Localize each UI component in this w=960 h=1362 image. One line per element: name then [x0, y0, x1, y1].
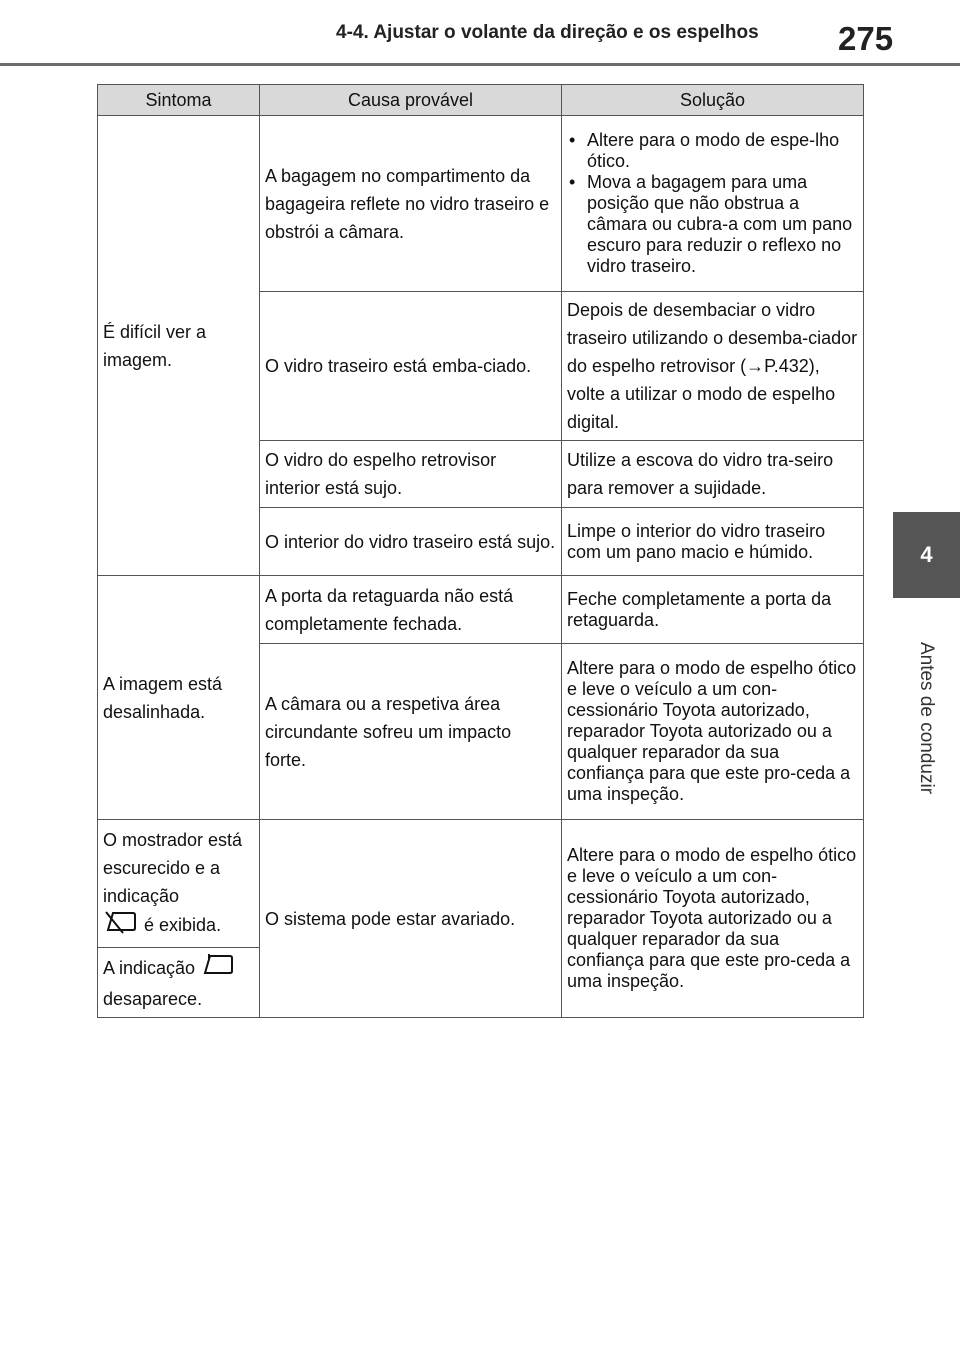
symptom-cell: O mostrador está escurecido e a indicação é exibida. — [98, 820, 260, 948]
mirror-icon — [200, 953, 236, 985]
mirror-off-icon — [103, 910, 139, 942]
chapter-label: Antes de conduzir — [916, 641, 937, 795]
solution-cell — [562, 116, 864, 292]
solution-cell: Utilize a escova do vidro tra-seiro para remover a sujidade. — [562, 441, 864, 508]
symptom-cell: A indicação desaparece. — [98, 948, 260, 1018]
table-row — [98, 820, 864, 948]
cause-cell: O interior do vidro traseiro está sujo. — [260, 508, 562, 576]
table-row — [98, 576, 864, 644]
table-header-row — [98, 85, 864, 116]
solution-cell: Depois de desembaciar o vidro traseiro utilizando o desemba-ciador do espelho retrovisor (→P.432), volte a utilizar o modo de espelho digital. — [562, 292, 864, 441]
symptom-cell: É difícil ver a imagem. — [98, 116, 260, 576]
solution-cell: Limpe o interior do vidro traseiro com um pano macio e húmido. — [562, 508, 864, 576]
cause-cell: A câmara ou a respetiva área circundante sofreu um impacto forte. — [260, 644, 562, 820]
chapter-number: 4 — [920, 542, 933, 567]
cause-cell: O vidro traseiro está emba-ciado. — [260, 292, 562, 441]
solution-cell: Feche completamente a porta da retaguarda. — [562, 576, 864, 644]
solution-cell: Altere para o modo de espelho ótico e leve o veículo a um con-cessionário Toyota autorizado, reparador Toyota autorizado ou a qualquer reparador da sua confiança para que este pro-ceda a uma inspeção. — [562, 820, 864, 1018]
section-title: 4-4. Ajustar o volante da direção e os espelhos — [336, 22, 759, 43]
troubleshooting-table — [97, 84, 864, 1018]
list-item: • Mova a bagagem para uma posição que não obstrua a câmara ou cubra-a com um pano escuro para reduzir o reflexo no vidro traseiro. — [569, 172, 853, 276]
chapter-tab — [893, 512, 960, 598]
solution-cell: Altere para o modo de espelho ótico e leve o veículo a um con-cessionário Toyota autorizado, reparador Toyota autorizado ou a qualquer reparador da sua confiança para que este pro-ceda a uma inspeção. — [562, 644, 864, 820]
symptom-cell: A imagem está desalinhada. — [98, 576, 260, 820]
cause-cell: O sistema pode estar avariado. — [260, 820, 562, 1018]
list-item: • Altere para o modo de espe-lho ótico. — [569, 130, 840, 171]
cause-cell: O vidro do espelho retrovisor interior está sujo. — [260, 441, 562, 508]
header-divider — [0, 63, 960, 66]
cause-cell: A porta da retaguarda não está completamente fechada. — [260, 576, 562, 644]
header-solution: Solução — [562, 85, 864, 116]
header-symptom: Sintoma — [98, 85, 260, 116]
cause-cell: A bagagem no compartimento da bagageira reflete no vidro traseiro e obstrói a câmara. — [260, 116, 562, 292]
solution-list — [567, 130, 858, 277]
table-row — [98, 116, 864, 292]
header-cause: Causa provável — [260, 85, 562, 116]
page-number: 275 — [838, 20, 894, 57]
